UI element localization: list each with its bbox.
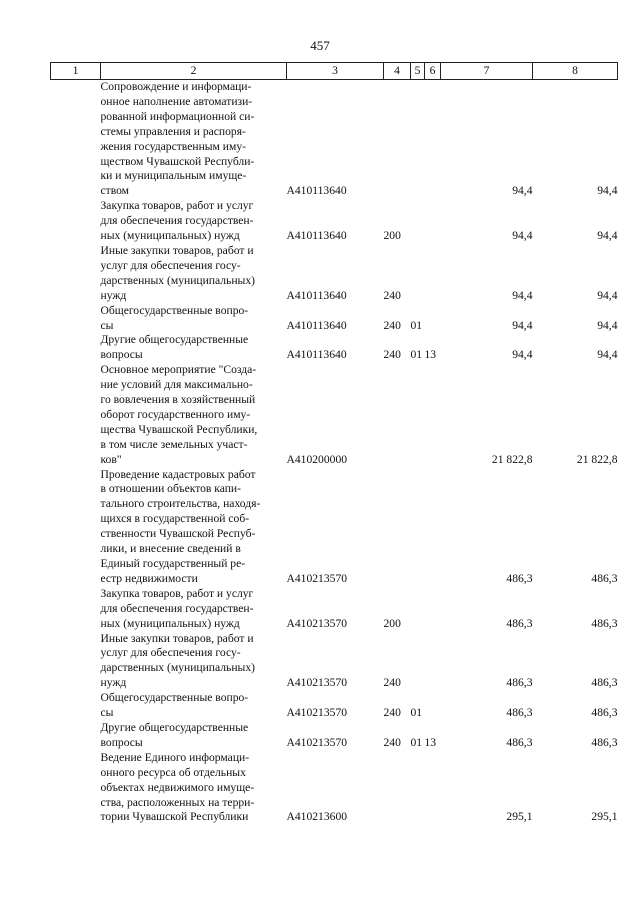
- row-amount-col8: 295,1: [591, 810, 618, 824]
- row-amount-col7: 295,1: [506, 810, 533, 824]
- row-amount-col8: 94,4: [597, 318, 618, 332]
- description-line: ки и муниципальным имуще-: [100, 169, 247, 183]
- description-line: Другие общегосударственные: [100, 720, 249, 734]
- row-amount-col7: 21 822,8: [491, 452, 533, 466]
- description-line: ных (муниципальных) нужд: [100, 229, 240, 243]
- description-line: Закупка товаров, работ и услуг: [100, 199, 254, 213]
- description-line: естр недвижимости: [100, 571, 198, 585]
- row-expense-type: 240: [383, 735, 401, 749]
- description-line: в отношении объектов капи-: [100, 482, 242, 496]
- description-line: услуг для обеспечения госу-: [100, 646, 241, 660]
- row-col-1: [51, 363, 101, 467]
- description-line: щества Чувашской Республики,: [100, 422, 258, 436]
- row-expense-type: 200: [383, 229, 401, 243]
- row-col-1: [51, 468, 101, 587]
- description-line: дарственных (муниципальных): [100, 273, 255, 287]
- row-section: [411, 468, 425, 587]
- description-line: жения государственным иму-: [100, 139, 246, 153]
- row-amount-col7: 486,3: [506, 616, 533, 630]
- description-line: онного ресурса об отдельных: [100, 765, 246, 779]
- row-section: [411, 80, 425, 200]
- description-line: Основное мероприятие "Созда-: [100, 363, 257, 377]
- row-subsection: [425, 632, 441, 692]
- row-subsection: [425, 691, 441, 721]
- description-line: Общегосударственные вопро-: [100, 691, 249, 705]
- description-line: нужд: [100, 676, 127, 690]
- row-description: [101, 721, 287, 751]
- description-line: нужд: [100, 288, 127, 302]
- row-amount-col8: 94,4: [597, 229, 618, 243]
- row-amount-col8: 486,3: [591, 676, 618, 690]
- row-target-code: А410213570: [286, 616, 348, 630]
- description-line: стемы управления и распоря-: [100, 124, 246, 138]
- header-col-6: 6: [425, 63, 441, 80]
- description-line: объектах недвижимого имуще-: [100, 780, 255, 794]
- row-amount-col7: 486,3: [506, 676, 533, 690]
- description-line: Сопровождение и информаци-: [100, 80, 252, 93]
- table-row: [51, 363, 618, 467]
- row-col-1: [51, 199, 101, 244]
- row-amount-col8: 94,4: [597, 348, 618, 362]
- row-col-1: [51, 721, 101, 751]
- row-amount-col7: 94,4: [512, 288, 533, 302]
- table-row: [51, 80, 618, 200]
- row-section: 01: [410, 348, 423, 362]
- description-line: оборот государственного иму-: [100, 407, 251, 421]
- description-line: сы: [100, 318, 114, 332]
- row-target-code: А410113640: [286, 184, 347, 198]
- row-subsection: 13: [424, 348, 437, 362]
- row-subsection: 13: [424, 735, 437, 749]
- row-subsection: [425, 587, 441, 632]
- row-amount-col7: 486,3: [506, 735, 533, 749]
- row-col-1: [51, 333, 101, 363]
- row-subsection: [425, 468, 441, 587]
- row-target-code: А410213570: [286, 571, 348, 585]
- row-section: [411, 632, 425, 692]
- description-line: го вовлечения в хозяйственный: [100, 393, 256, 407]
- description-line: дарственных (муниципальных): [100, 661, 255, 675]
- row-expense-type: [384, 751, 411, 826]
- header-col-1: 1: [51, 63, 101, 80]
- row-target-code: А410113640: [286, 229, 347, 243]
- row-amount-col8: 94,4: [597, 288, 618, 302]
- description-line: лики, и внесение сведений в: [100, 542, 241, 556]
- row-amount-col7: 486,3: [506, 571, 533, 585]
- description-line: ства, расположенных на терри-: [100, 795, 255, 809]
- description-line: сы: [100, 706, 114, 720]
- description-line: Другие общегосударственные: [100, 333, 249, 347]
- row-col-1: [51, 587, 101, 632]
- budget-table: [50, 62, 618, 825]
- table-row: [51, 333, 618, 363]
- row-expense-type: 240: [383, 288, 401, 302]
- row-target-code: А410113640: [286, 348, 347, 362]
- row-section: 01: [410, 735, 423, 749]
- table-row: [51, 587, 618, 632]
- row-description: [101, 304, 287, 334]
- description-line: ние условий для максимально-: [100, 378, 253, 392]
- description-line: услуг для обеспечения госу-: [100, 258, 241, 272]
- row-amount-col7: 94,4: [512, 318, 533, 332]
- row-subsection: [425, 80, 441, 200]
- row-expense-type: [384, 468, 411, 587]
- table-row: [51, 244, 618, 304]
- row-amount-col7: 94,4: [512, 348, 533, 362]
- row-amount-col8: 486,3: [591, 571, 618, 585]
- row-expense-type: [384, 363, 411, 467]
- table-row: [51, 721, 618, 751]
- row-amount-col8: 94,4: [597, 184, 618, 198]
- description-line: в том числе земельных участ-: [100, 437, 248, 451]
- table-row: [51, 304, 618, 334]
- row-subsection: [425, 751, 441, 826]
- row-section: [411, 244, 425, 304]
- row-expense-type: 240: [383, 676, 401, 690]
- row-description: [101, 80, 287, 200]
- row-target-code: А410213570: [286, 676, 348, 690]
- row-subsection: [425, 244, 441, 304]
- page-number: 457: [310, 38, 330, 53]
- row-expense-type: [384, 80, 411, 200]
- description-line: ственности Чувашской Респуб-: [100, 527, 256, 541]
- row-section: [411, 587, 425, 632]
- description-line: ществом Чувашской Республи-: [100, 154, 255, 168]
- row-target-code: А410113640: [286, 288, 347, 302]
- row-amount-col7: 486,3: [506, 706, 533, 720]
- row-expense-type: 240: [383, 318, 401, 332]
- row-description: [101, 199, 287, 244]
- row-section: 01: [410, 706, 423, 720]
- row-section: [411, 199, 425, 244]
- row-col-1: [51, 244, 101, 304]
- row-description: [101, 244, 287, 304]
- table-row: [51, 468, 618, 587]
- description-line: для обеспечения государствен-: [100, 214, 254, 228]
- description-line: Иные закупки товаров, работ и: [100, 243, 254, 257]
- description-line: ков": [100, 452, 122, 466]
- header-col-3: 3: [287, 63, 384, 80]
- row-description: [101, 632, 287, 692]
- row-col-1: [51, 751, 101, 826]
- row-col-1: [51, 80, 101, 200]
- row-expense-type: 240: [383, 706, 401, 720]
- description-line: Единый государственный ре-: [100, 557, 246, 570]
- row-target-code: А410113640: [286, 318, 347, 332]
- description-line: Иные закупки товаров, работ и: [100, 631, 254, 645]
- row-amount-col7: 94,4: [512, 184, 533, 198]
- description-line: Закупка товаров, работ и услуг: [100, 586, 254, 600]
- row-amount-col8: 486,3: [591, 735, 618, 749]
- row-section: [411, 751, 425, 826]
- row-subsection: [425, 363, 441, 467]
- row-target-code: А410200000: [286, 452, 348, 466]
- row-amount-col8: 486,3: [591, 706, 618, 720]
- row-amount-col8: 21 822,8: [576, 452, 618, 466]
- header-col-2: 2: [101, 63, 287, 80]
- description-line: рованной информационной си-: [100, 109, 255, 123]
- row-expense-type: 200: [383, 616, 401, 630]
- row-description: [101, 363, 287, 467]
- header-col-4: 4: [384, 63, 411, 80]
- table-row: [51, 751, 618, 826]
- description-line: ством: [100, 184, 130, 198]
- table-row: [51, 199, 618, 244]
- row-col-1: [51, 632, 101, 692]
- row-description: [101, 587, 287, 632]
- description-line: ных (муниципальных) нужд: [100, 616, 240, 630]
- row-section: [411, 363, 425, 467]
- description-line: вопросы: [100, 348, 143, 362]
- row-amount-col8: 486,3: [591, 616, 618, 630]
- row-amount-col7: 94,4: [512, 229, 533, 243]
- row-col-1: [51, 691, 101, 721]
- row-target-code: А410213600: [286, 810, 348, 824]
- row-description: [101, 468, 287, 587]
- description-line: для обеспечения государствен-: [100, 601, 254, 615]
- row-subsection: [425, 199, 441, 244]
- row-description: [101, 691, 287, 721]
- row-target-code: А410213570: [286, 706, 348, 720]
- description-line: тального строительства, находя-: [100, 497, 261, 511]
- description-line: Ведение Единого информаци-: [100, 750, 250, 764]
- table-row: [51, 632, 618, 692]
- table-body: [51, 80, 618, 826]
- description-line: щихся в государственной соб-: [100, 512, 250, 526]
- row-section: 01: [410, 318, 423, 332]
- description-line: Общегосударственные вопро-: [100, 303, 249, 317]
- table-row: [51, 691, 618, 721]
- header-col-5: 5: [411, 63, 425, 80]
- header-col-8: 8: [533, 63, 618, 80]
- row-target-code: А410213570: [286, 735, 348, 749]
- description-line: тории Чувашской Республики: [100, 810, 249, 824]
- row-description: [101, 333, 287, 363]
- description-line: Проведение кадастровых работ: [100, 467, 256, 481]
- description-line: вопросы: [100, 735, 143, 749]
- row-col-1: [51, 304, 101, 334]
- row-description: [101, 751, 287, 826]
- row-subsection: [425, 304, 441, 334]
- header-col-7: 7: [441, 63, 533, 80]
- header-row: [51, 63, 618, 80]
- row-expense-type: 240: [383, 348, 401, 362]
- description-line: онное наполнение автоматизи-: [100, 94, 253, 108]
